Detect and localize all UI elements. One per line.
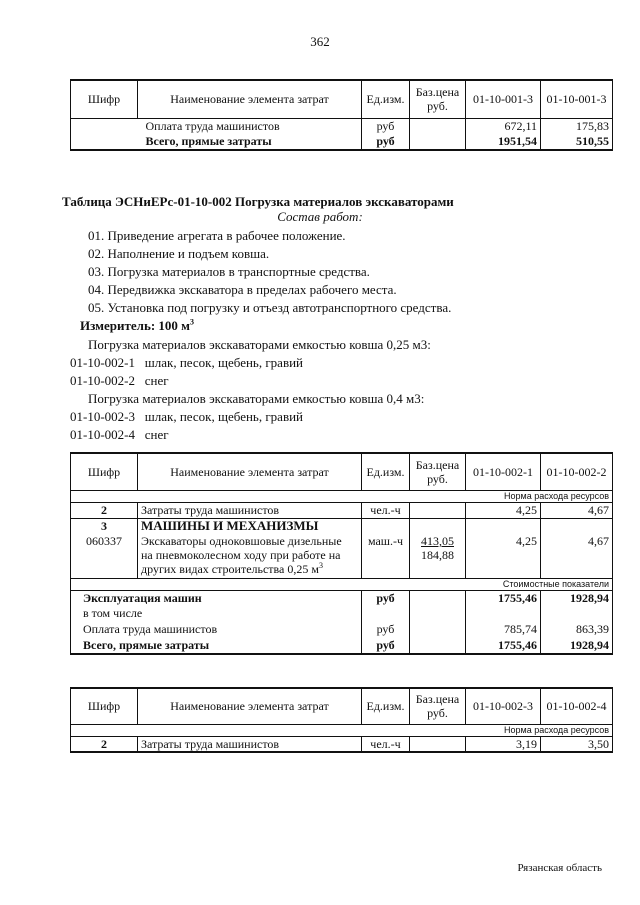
works-heading: Состав работ: xyxy=(277,209,363,224)
list-item: 01-10-002-3 шлак, песок, щебень, гравий xyxy=(70,409,304,424)
header-col2: 01-10-002-4 xyxy=(541,688,613,724)
footer-region: Рязанская область xyxy=(517,862,602,874)
header-code: Шифр xyxy=(71,80,138,118)
header-col1: 01-10-002-3 xyxy=(466,688,541,724)
table-01-10-002-a xyxy=(70,452,613,655)
table-row: Всего, прямые затраты руб 1951,54 510,55 xyxy=(71,134,613,150)
header-base-price: Баз.цена руб. xyxy=(410,453,466,490)
table-01-10-002-b xyxy=(70,687,613,753)
work-item: 05. Установка под погрузку и отъезд автотранспортного средства. xyxy=(88,300,452,315)
header-base-price: Баз.цена руб. xyxy=(410,688,466,724)
header-unit: Ед.изм. xyxy=(362,80,410,118)
table-row: Всего, прямые затраты руб 1755,46 1928,94 xyxy=(71,638,613,654)
table-01-10-001 xyxy=(70,79,613,151)
page-number: 362 xyxy=(310,34,330,49)
header-name: Наименование элемента затрат xyxy=(138,688,362,724)
list-item: 01-10-002-1 шлак, песок, щебень, гравий xyxy=(70,355,304,370)
work-item: 01. Приведение агрегата в рабочее положение. xyxy=(88,228,346,243)
work-item: 02. Наполнение и подъем ковша. xyxy=(88,246,270,261)
work-item: 03. Погрузка материалов в транспортные средства. xyxy=(88,264,370,279)
norm-label: Норма расхода ресурсов xyxy=(466,490,613,502)
list-item: 01-10-002-4 снег xyxy=(70,427,169,442)
header-base-price: Баз.цена руб. xyxy=(410,80,466,118)
table-row: 060337 Экскаваторы одноковшовые дизельные на пневмоколесном ходу при работе на других видах строительства 0,25 $м^3$ маш.-ч 413,05 184,88 4,25 4,67 xyxy=(71,534,613,578)
header-col2: 01-10-001-3 xyxy=(541,80,613,118)
table-row: в том числе xyxy=(71,606,613,622)
table-row: 2 Затраты труда машинистов чел.-ч 3,19 3,50 xyxy=(71,736,613,752)
table-row: Оплата труда машинистов руб 672,11 175,83 xyxy=(71,118,613,134)
header-code: Шифр xyxy=(71,688,138,724)
norm-label: Норма расхода ресурсов xyxy=(466,724,613,736)
table-row: 3 МАШИНЫ И МЕХАНИЗМЫ xyxy=(71,518,613,534)
header-col1: 01-10-001-3 xyxy=(466,80,541,118)
header-unit: Ед.изм. xyxy=(362,453,410,490)
section-title: Таблица ЭСНиЕРс-01-10-002 Погрузка материалов экскаваторами xyxy=(62,194,454,209)
header-name: Наименование элемента затрат xyxy=(138,453,362,490)
header-col2: 01-10-002-2 xyxy=(541,453,613,490)
header-unit: Ед.изм. xyxy=(362,688,410,724)
group-heading: Погрузка материалов экскаваторами емкостью ковша 0,4 м3: xyxy=(88,391,425,406)
group-heading: Погрузка материалов экскаваторами емкостью ковша 0,25 м3: xyxy=(88,337,431,352)
table-row: Оплата труда машинистов руб 785,74 863,39 xyxy=(71,622,613,638)
header-code: Шифр xyxy=(71,453,138,490)
meter-label: Измеритель: 100 $м^3$ xyxy=(80,317,195,333)
table-row: Эксплуатация машин руб 1755,46 1928,94 xyxy=(71,590,613,606)
table-row: 2 Затраты труда машинистов чел.-ч 4,25 4,67 xyxy=(71,502,613,518)
work-item: 04. Передвижка экскаватора в пределах рабочего места. xyxy=(88,282,397,297)
header-col1: 01-10-002-1 xyxy=(466,453,541,490)
cost-label: Стоимостные показатели xyxy=(466,578,613,590)
header-name: Наименование элемента затрат xyxy=(138,80,362,118)
list-item: 01-10-002-2 снег xyxy=(70,373,169,388)
